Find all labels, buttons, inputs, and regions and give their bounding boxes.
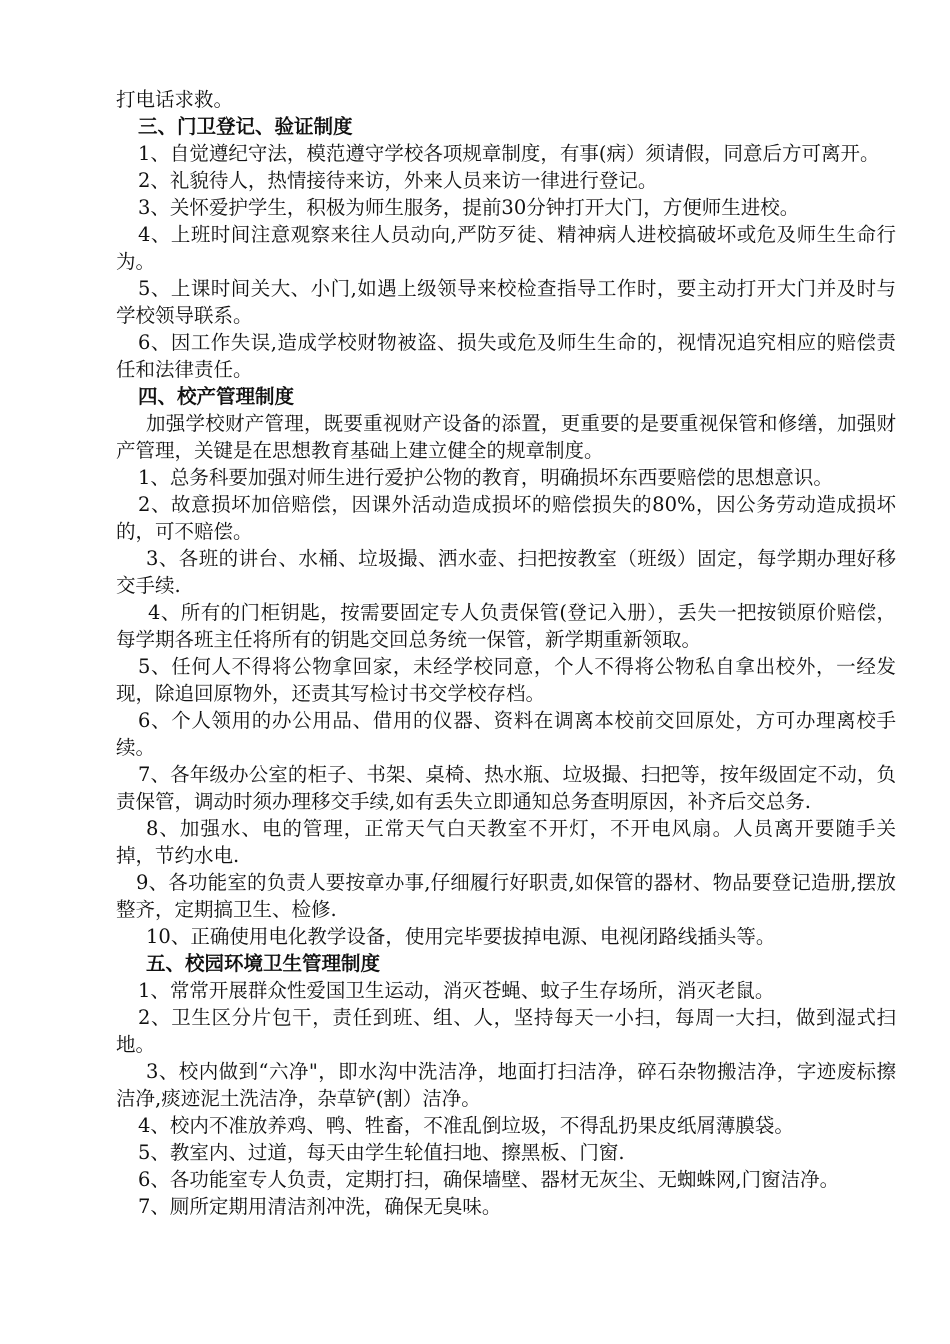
- list-item: 4、所有的门柜钥匙，按需要固定专人负责保管(登记入册），丢失一把按锁原价赔偿，每学期各班主任将所有的钥匙交回总务统一保管，新学期重新领取。: [116, 601, 896, 651]
- paragraph-continuation: 打电话求救。: [116, 88, 234, 111]
- list-item: 3、各班的讲台、水桶、垃圾撮、洒水壶、扫把按教室（班级）固定，每学期办理好移交手续.: [116, 547, 896, 597]
- list-item: 2、卫生区分片包干，责任到班、组、人，坚持每天一小扫，每周一大扫，做到湿式扫地。: [116, 1006, 896, 1056]
- section-heading-4: 四、校产管理制度: [138, 385, 295, 408]
- section-heading-5: 五、校园环境卫生管理制度: [146, 952, 381, 975]
- section-heading-3: 三、门卫登记、验证制度: [138, 115, 353, 138]
- paragraph-intro: 加强学校财产管理，既要重视财产设备的添置，更重要的是要重视保管和修缮，加强财产管理，关键是在思想教育基础上建立健全的规章制度。: [116, 412, 896, 462]
- document-body: [116, 86, 896, 1220]
- list-item: 6、个人领用的办公用品、借用的仪器、资料在调离本校前交回原处，方可办理离校手续。: [116, 709, 896, 759]
- list-item: 4、校内不准放养鸡、鸭、牲畜，不准乱倒垃圾，不得乱扔果皮纸屑薄膜袋。: [138, 1114, 794, 1137]
- list-item: 3、关怀爱护学生，积极为师生服务，提前30分钟打开大门，方便师生进校。: [138, 196, 800, 219]
- list-item: 6、因工作失误,造成学校财物被盗、损失或危及师生生命的，视情况追究相应的赔偿责任和法律责任。: [116, 331, 896, 381]
- list-item: 10、正确使用电化教学设备，使用完毕要拔掉电源、电视闭路线插头等。: [146, 925, 776, 948]
- list-item: 6、各功能室专人负责，定期打扫，确保墙壁、器材无灰尘、无蜘蛛网,门窗洁净。: [138, 1168, 840, 1191]
- list-item: 1、自觉遵纪守法，模范遵守学校各项规章制度，有事(病）须请假，同意后方可离开。: [138, 142, 880, 165]
- list-item: 2、故意损坏加倍赔偿，因课外活动造成损坏的赔偿损失的80%，因公务劳动造成损坏的，可不赔偿。: [116, 493, 896, 543]
- list-item: 7、各年级办公室的柜子、书架、桌椅、热水瓶、垃圾撮、扫把等，按年级固定不动，负责保管，调动时须办理移交手续,如有丢失立即通知总务查明原因，补齐后交总务.: [116, 763, 896, 813]
- list-item: 9、各功能室的负责人要按章办事,仔细履行好职责,如保管的器材、物品要登记造册,摆放整齐，定期搞卫生、检修.: [116, 871, 896, 921]
- list-item: 5、教室内、过道，每天由学生轮值扫地、擦黑板、门窗.: [138, 1141, 625, 1164]
- list-item: 1、总务科要加强对师生进行爱护公物的教育，明确损坏东西要赔偿的思想意识。: [138, 466, 833, 489]
- list-item: 7、厕所定期用清洁剂冲洗，确保无臭味。: [138, 1195, 502, 1218]
- list-item: 5、上课时间关大、小门,如遇上级领导来校检查指导工作时，要主动打开大门并及时与学校领导联系。: [116, 277, 896, 327]
- list-item: 8、加强水、电的管理，正常天气白天教室不开灯，不开电风扇。人员离开要随手关掉，节约水电.: [116, 817, 896, 867]
- list-item: 3、校内做到“六净"，即水沟中洗洁净，地面打扫洁净，碎石杂物搬洁净，字迹废标擦洁净,痰迹泥土洗洁净，杂草铲(割）洁净。: [116, 1060, 896, 1110]
- list-item: 5、任何人不得将公物拿回家，未经学校同意，个人不得将公物私自拿出校外，一经发现，除追回原物外，还责其写检讨书交学校存档。: [116, 655, 896, 705]
- list-item: 1、常常开展群众性爱国卫生运动，消灭苍蝇、蚊子生存场所，消灭老鼠。: [138, 979, 775, 1002]
- list-item: 2、礼貌待人，热情接待来访，外来人员来访一律进行登记。: [138, 169, 658, 192]
- list-item: 4、上班时间注意观察来往人员动向,严防歹徒、精神病人进校搞破坏或危及师生生命行为。: [116, 223, 896, 273]
